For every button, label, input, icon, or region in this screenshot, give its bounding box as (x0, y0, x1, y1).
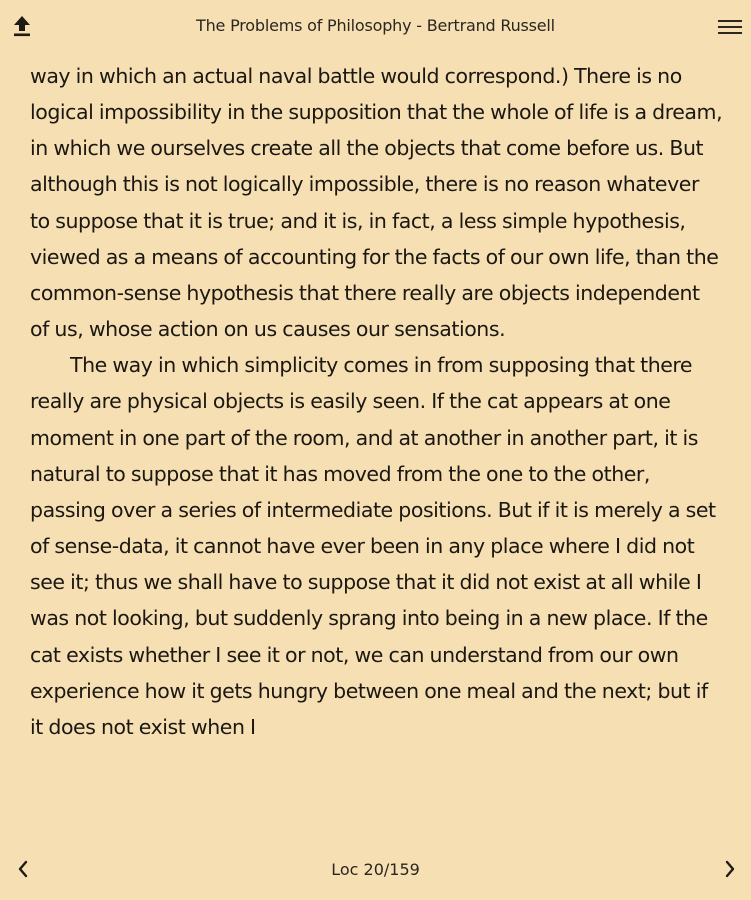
menu-button[interactable] (715, 12, 745, 42)
hamburger-menu-icon (718, 17, 742, 37)
footer-bar (0, 842, 751, 900)
paragraph: way in which an actual naval battle would correspond.) There is no logical impossibility in the supposition that the whole of life is a dream, in which we ourselves create all the objects that come before us. But although this is not logically impossible, there is no reason whatever to suppose that it is true; and it is, in fact, a less simple hypothesis, viewed as a means of accounting for the facts of our own life, than the common-sense hypothesis that there really are objects independent of us, whose action on us causes our sensations. (30, 64, 723, 342)
header-bar (0, 0, 751, 56)
paragraph: The way in which simplicity comes in from supposing that there really are physical objects is easily seen. If the cat appears at one moment in one part of the room, and at another in another part, it is natural to suppose that it has moved from the one to the other, passing over a series of intermediate positions. But if it is merely a set of sense-data, it cannot have ever been in any place where I did not see it; thus we shall have to suppose that it did not exist at all while I was not looking, but suddenly sprang into being in a new place. If the cat exists whether I see it or not, we can understand from our own experience how it gets hungry between one meal and the next; but if it does not exist when I (30, 353, 716, 739)
next-page-button[interactable] (715, 852, 745, 886)
chevron-right-icon (723, 859, 737, 879)
location-indicator: Loc 20/159 (331, 860, 420, 879)
book-title: The Problems of Philosophy - Bertrand Russell (196, 16, 555, 35)
reading-pane[interactable] (30, 58, 724, 745)
